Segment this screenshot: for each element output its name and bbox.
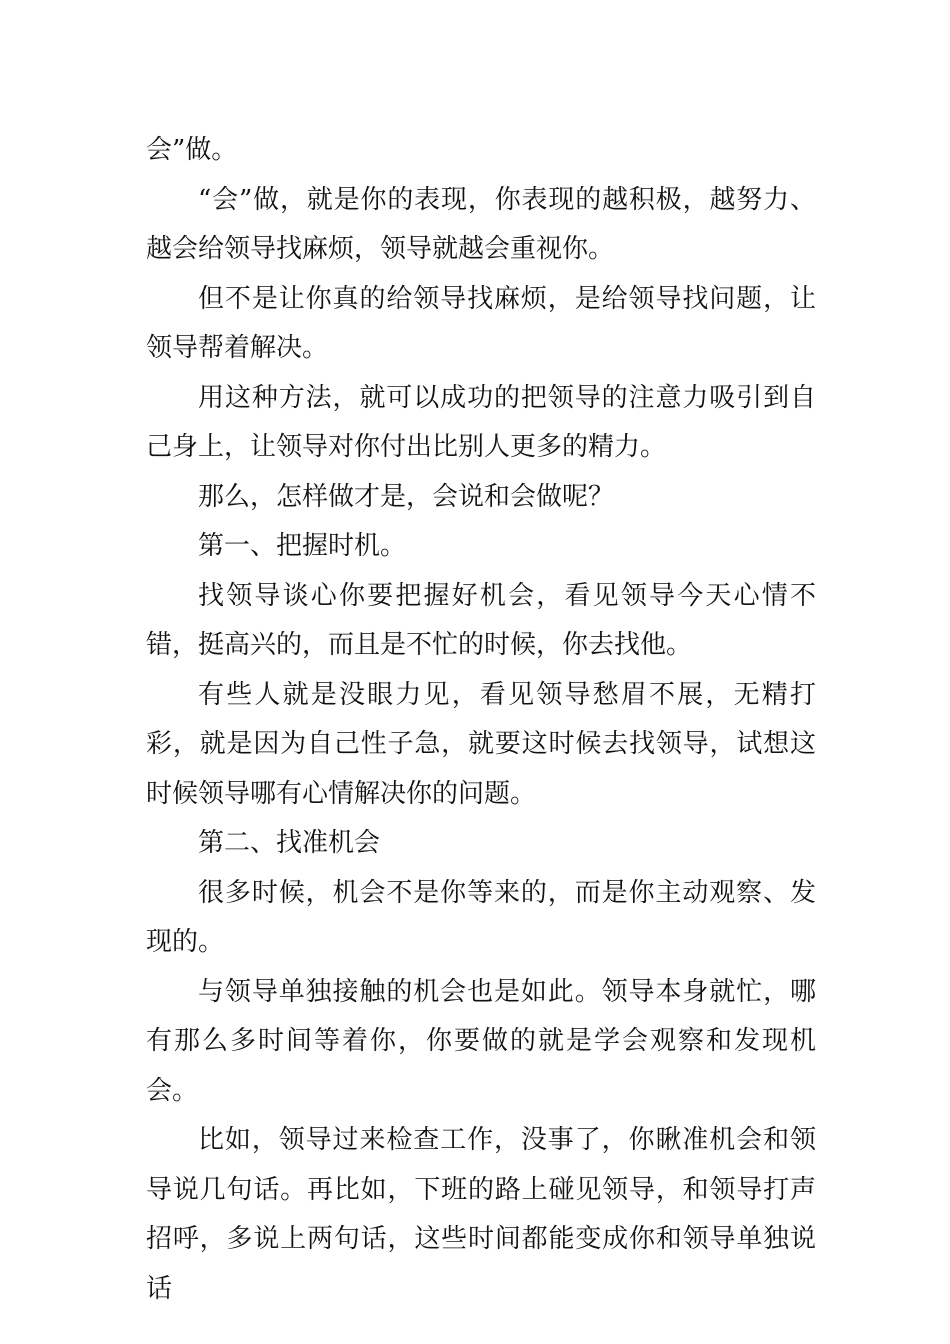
paragraph: 但不是让你真的给领导找麻烦，是给领导找问题，让领导帮着解决。: [146, 283, 816, 363]
paragraph: 很多时候，机会不是你等来的，而是你主动观察、发现的。: [146, 877, 816, 957]
paragraph: “会”做，就是你的表现，你表现的越积极，越努力、越会给领导找麻烦，领导就越会重视你。: [146, 184, 816, 264]
paragraph: 会”做。: [146, 135, 238, 165]
paragraph: 用这种方法，就可以成功的把领导的注意力吸引到自己身上，让领导对你付出比别人更多的精力。: [146, 382, 816, 462]
paragraph: 找领导谈心你要把握好机会，看见领导今天心情不错，挺高兴的，而且是不忙的时候，你去找他。: [146, 580, 816, 660]
paragraph: 比如，领导过来检查工作，没事了，你瞅准机会和领导说几句话。再比如，下班的路上碰见领导，和领导打声招呼，多说上两句话，这些时间都能变成你和领导单独说话: [146, 1125, 816, 1304]
section-heading: 第一、把握时机。: [198, 531, 407, 561]
paragraph: 那么，怎样做才是，会说和会做呢？: [198, 481, 615, 512]
paragraph: 有些人就是没眼力见，看见领导愁眉不展，无精打彩，就是因为自己性子急，就要这时候去找领导，试想这时候领导哪有心情解决你的问题。: [146, 679, 816, 809]
section-heading: 第二、找准机会: [198, 828, 381, 858]
document-body: [146, 126, 816, 1314]
paragraph: 与领导单独接触的机会也是如此。领导本身就忙，哪有那么多时间等着你，你要做的就是学会观察和发现机会。: [146, 976, 816, 1106]
